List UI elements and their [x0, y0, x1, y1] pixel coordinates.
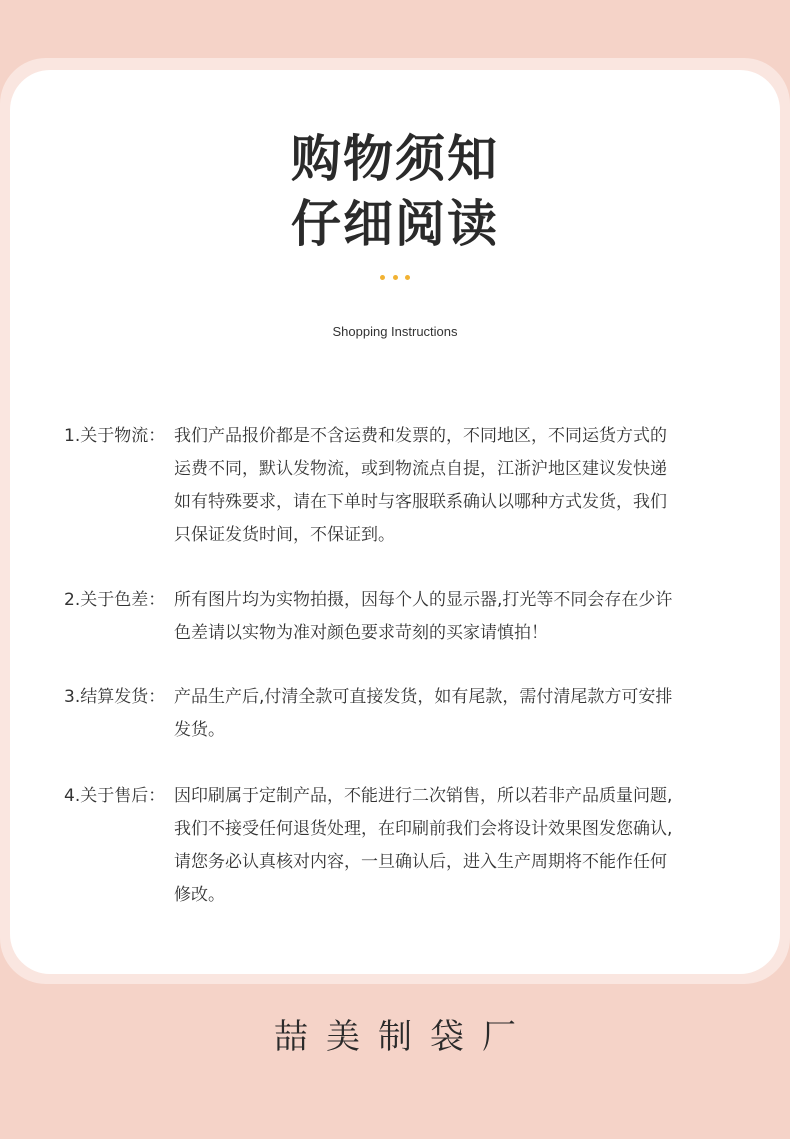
section-text-line: 我们不接受任何退货处理，在印刷前我们会将设计效果图发您确认, [174, 819, 673, 839]
section-text-line: 因印刷属于定制产品，不能进行二次销售，所以若非产品质量问题, [174, 786, 673, 806]
page-title-line-1: 购物须知 [291, 130, 499, 188]
section-label: 1.关于物流： [64, 426, 166, 446]
section-text-line: 所有图片均为实物拍摄，因每个人的显示器,打光等不同会存在少许 [174, 590, 673, 610]
section-text-line: 修改。 [174, 885, 225, 905]
section-text-line: 产品生产后,付清全款可直接发货，如有尾款，需付清尾款方可安排 [174, 687, 673, 707]
section-label: 3.结算发货： [64, 687, 166, 707]
brand-footer: 喆美制袋厂 [274, 1017, 534, 1057]
section-text-line: 如有特殊要求，请在下单时与客服联系确认以哪种方式发货，我们 [174, 492, 667, 512]
dot-icon [405, 275, 410, 280]
section-text-line: 我们产品报价都是不含运费和发票的，不同地区，不同运货方式的 [174, 426, 667, 446]
section-text-line: 只保证发货时间，不保证到。 [174, 525, 395, 545]
section-text-line: 请您务必认真核对内容，一旦确认后，进入生产周期将不能作任何 [174, 852, 667, 872]
page-title-line-2: 仔细阅读 [291, 195, 499, 253]
section-text-line: 运费不同，默认发物流，或到物流点自提，江浙沪地区建议发快递 [174, 459, 667, 479]
decorative-dots [380, 275, 410, 281]
dot-icon [380, 275, 385, 280]
dot-icon [393, 275, 398, 280]
section-text-line: 色差请以实物为准对颜色要求苛刻的买家请慎拍！ [174, 623, 548, 643]
section-label: 2.关于色差： [64, 590, 166, 610]
section-text-line: 发货。 [174, 720, 225, 740]
page-subtitle: Shopping Instructions [332, 324, 458, 339]
section-label: 4.关于售后： [64, 786, 166, 806]
